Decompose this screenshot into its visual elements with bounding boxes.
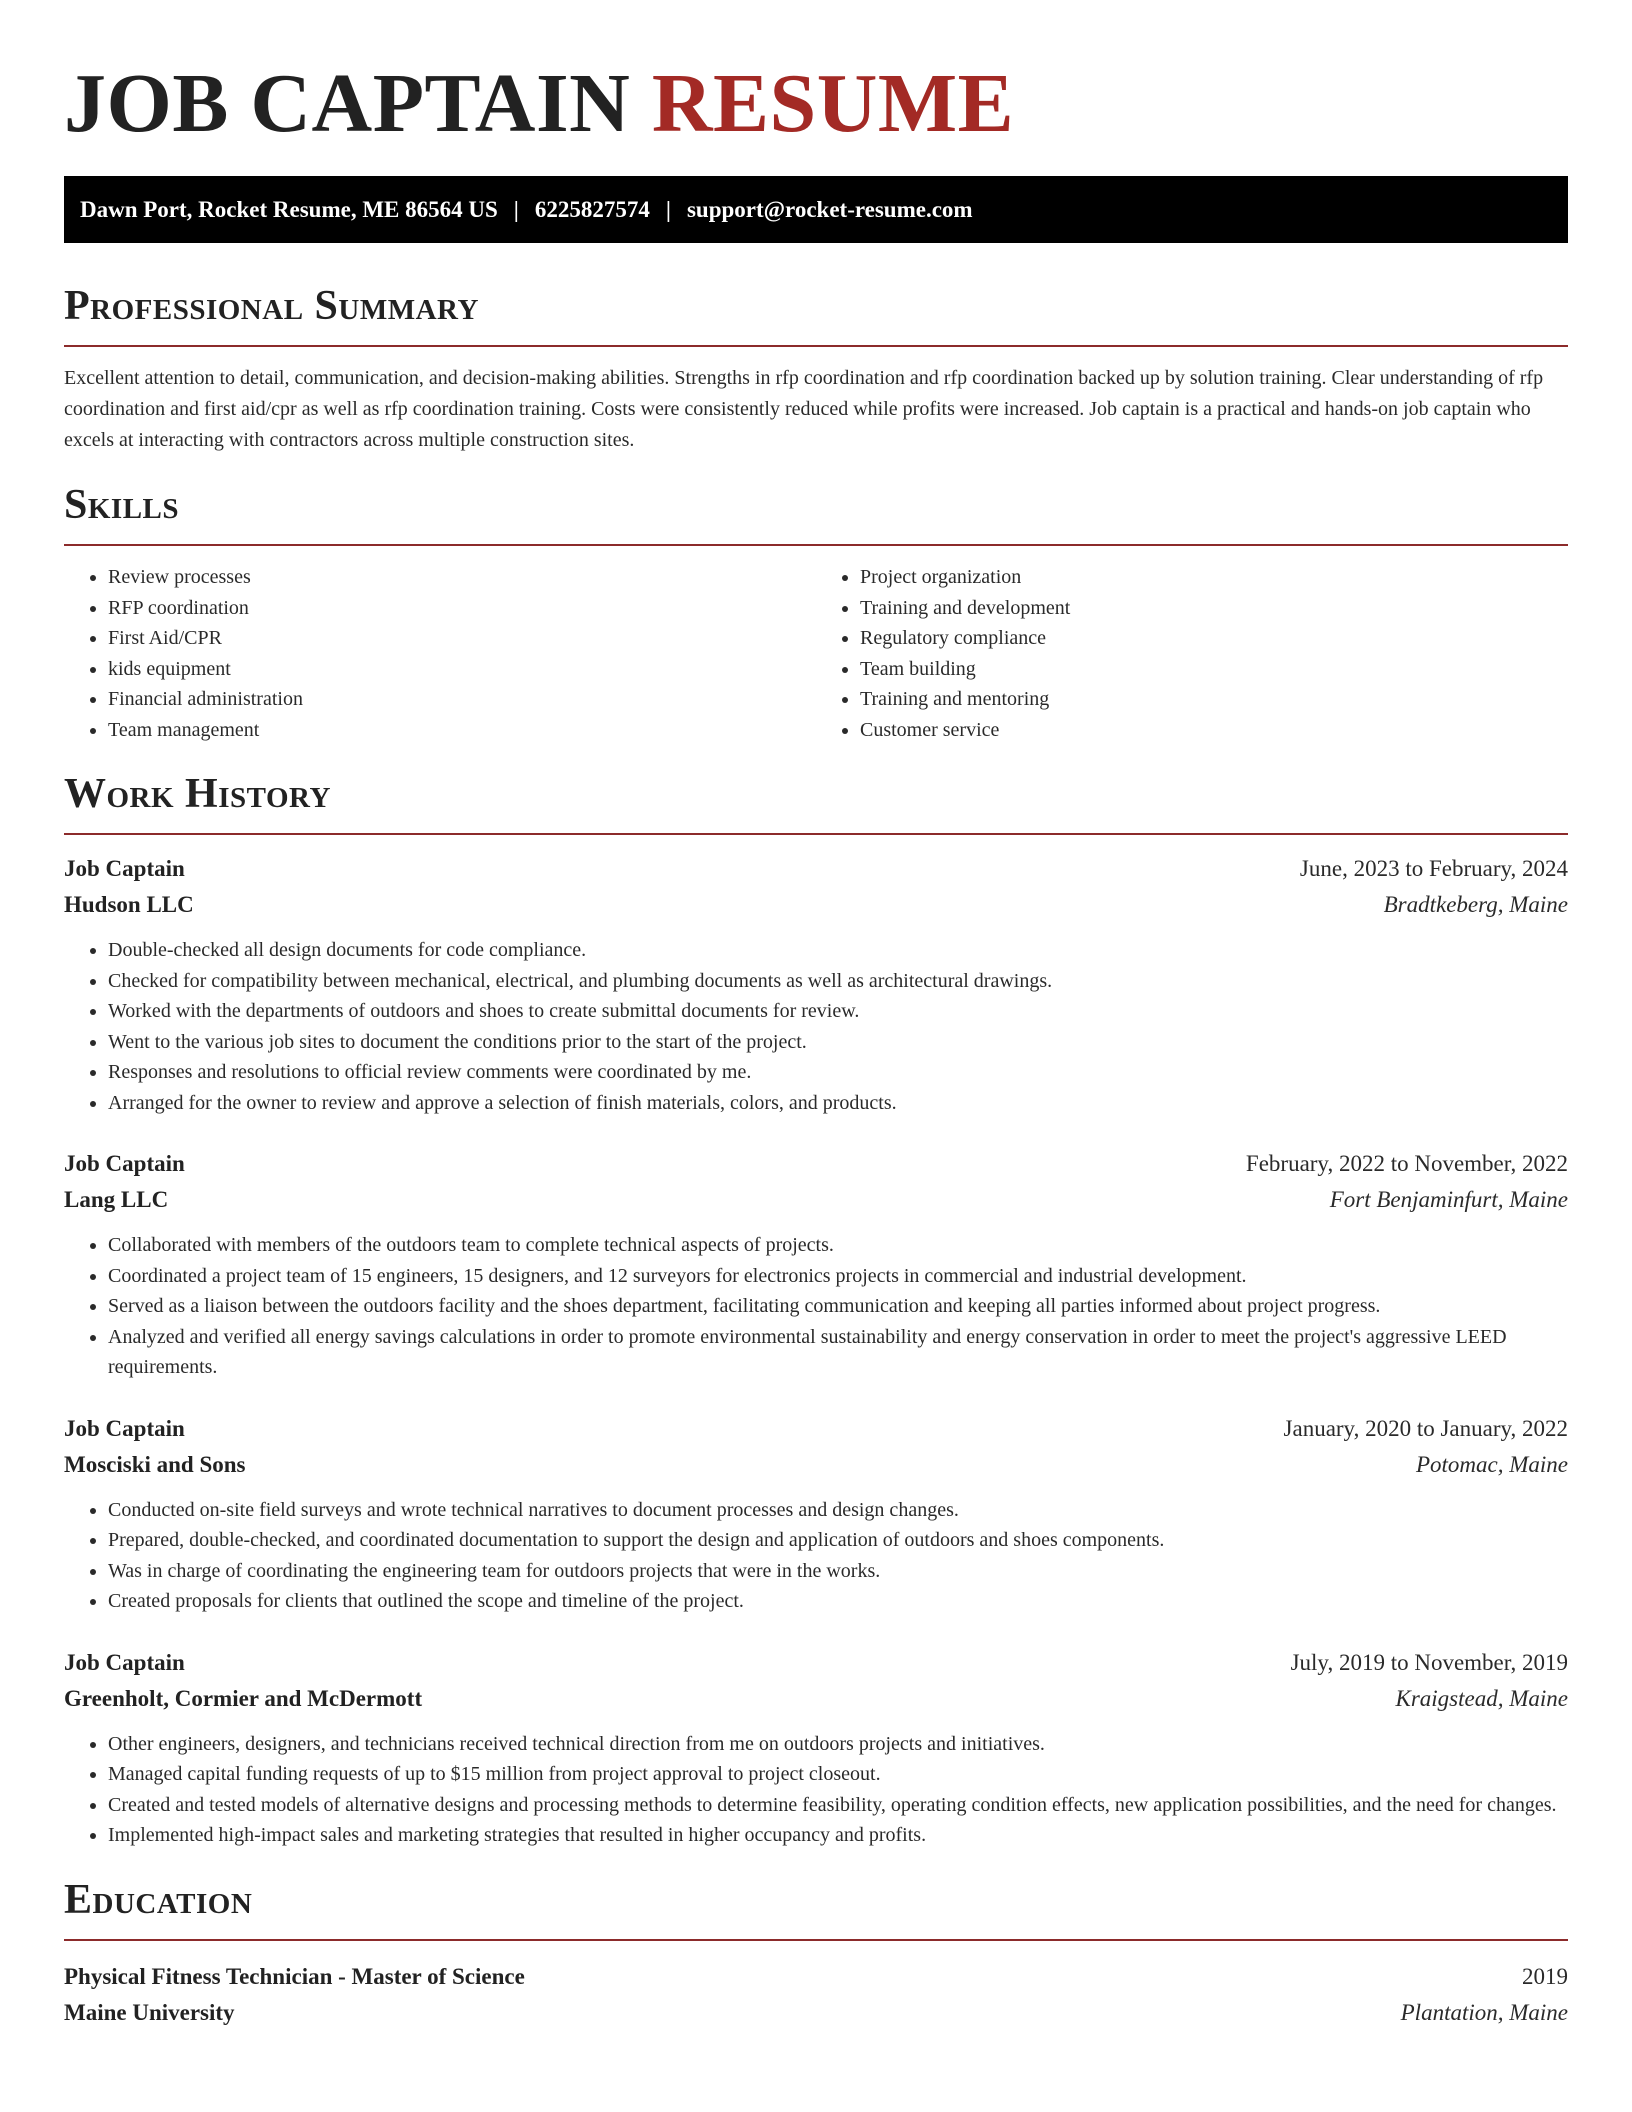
skill-item: • Team building bbox=[860, 654, 1568, 685]
job-bullet: • Responses and resolutions to official review comments were coordinated by me. bbox=[108, 1057, 1568, 1088]
job-title: Job Captain bbox=[64, 856, 185, 881]
job-bullet: • Was in charge of coordinating the engineering team for outdoors projects that were in the works. bbox=[108, 1556, 1568, 1587]
summary-section bbox=[64, 281, 1568, 456]
job-bullet: • Other engineers, designers, and technicians received technical direction from me on outdoors projects and initiatives. bbox=[108, 1729, 1568, 1760]
job-bullet: • Went to the various job sites to document the conditions prior to the start of the project. bbox=[108, 1027, 1568, 1058]
work-history-section bbox=[64, 769, 1568, 1851]
contact-address: Dawn Port, Rocket Resume, ME 86564 US bbox=[80, 197, 498, 222]
job-title: Job Captain bbox=[64, 1415, 185, 1441]
job-bullet: • Implemented high-impact sales and marketing strategies that resulted in higher occupancy and profits. bbox=[108, 1820, 1568, 1851]
education-year: 2019 bbox=[1522, 1963, 1568, 1989]
skill-item: • RFP coordination bbox=[108, 593, 816, 624]
job-bullet: • Checked for compatibility between mechanical, electrical, and plumbing documents as well as architectural drawings. bbox=[108, 966, 1568, 997]
skill-item: • Financial administration bbox=[108, 684, 816, 715]
section-heading-skills: Skills bbox=[64, 482, 180, 528]
education-section bbox=[64, 1875, 1568, 2031]
job-company: Mosciski and Sons bbox=[64, 1451, 246, 1477]
job-bullet: • Worked with the departments of outdoors and shoes to create submittal documents for review. bbox=[108, 996, 1568, 1027]
job-bullet: • Created proposals for clients that outlined the scope and timeline of the project. bbox=[108, 1586, 1568, 1617]
title-accent: RESUME bbox=[651, 57, 1015, 150]
job-company: Greenholt, Cormier and McDermott bbox=[64, 1685, 423, 1711]
contact-email: support@rocket-resume.com bbox=[686, 197, 973, 222]
education-entry bbox=[64, 1959, 1568, 2031]
job-location: Kraigstead, Maine bbox=[1395, 1685, 1568, 1711]
job-bullet: • Double-checked all design documents for code compliance. bbox=[108, 935, 1568, 966]
job-dates: January, 2020 to January, 2022 bbox=[1283, 1415, 1568, 1441]
job-bullets bbox=[64, 1729, 1568, 1851]
resume-title bbox=[64, 0, 1568, 150]
job-bullet: • Arranged for the owner to review and approve a selection of finish materials, colors, and products. bbox=[108, 1088, 1568, 1119]
job-bullet: • Served as a liaison between the outdoors facility and the shoes department, facilitating communication and keeping all parties informed about project progress. bbox=[108, 1291, 1568, 1322]
skill-item: • Regulatory compliance bbox=[860, 623, 1568, 654]
skills-section bbox=[64, 480, 1568, 745]
education-location: Plantation, Maine bbox=[1400, 1999, 1568, 2025]
job-bullets bbox=[64, 1495, 1568, 1617]
section-divider bbox=[64, 544, 1568, 546]
job-bullet: • Created and tested models of alternative designs and processing methods to determine feasibility, operating condition effects, new application possibilities, and the need for changes. bbox=[108, 1790, 1568, 1821]
contact-separator: | bbox=[513, 197, 519, 222]
skill-item: • Training and mentoring bbox=[860, 684, 1568, 715]
job-dates: February, 2022 to November, 2022 bbox=[1245, 1151, 1568, 1176]
job-location: Potomac, Maine bbox=[1415, 1451, 1568, 1477]
job-bullet: • Managed capital funding requests of up to $15 million from project approval to project closeout. bbox=[108, 1759, 1568, 1790]
job-bullet: • Conducted on-site field surveys and wrote technical narratives to document processes and design changes. bbox=[108, 1495, 1568, 1526]
skill-item: • Review processes bbox=[108, 562, 816, 593]
job-bullets bbox=[64, 935, 1568, 1118]
skills-list-left bbox=[64, 562, 816, 745]
section-divider bbox=[64, 1939, 1568, 1941]
job-company: Lang LLC bbox=[64, 1187, 169, 1212]
job-company: Hudson LLC bbox=[64, 892, 194, 917]
contact-separator: | bbox=[665, 197, 671, 222]
skill-item: • Customer service bbox=[860, 715, 1568, 746]
contact-bar bbox=[64, 176, 1568, 243]
job-entry bbox=[64, 1411, 1568, 1617]
section-divider bbox=[64, 345, 1568, 347]
job-entry bbox=[64, 851, 1568, 1118]
job-bullets bbox=[64, 1230, 1568, 1383]
skills-list-right bbox=[816, 562, 1568, 745]
skills-columns bbox=[64, 562, 1568, 745]
skill-item: • Team management bbox=[108, 715, 816, 746]
job-bullet: • Collaborated with members of the outdoors team to complete technical aspects of projects. bbox=[108, 1230, 1568, 1261]
title-main: JOB CAPTAIN bbox=[64, 57, 631, 150]
summary-text: Excellent attention to detail, communication, and decision-making abilities. Strengths in rfp coordination and rfp coordination backed up by solution training. Clear understanding of rfp coordination and first aid/cpr as well as rfp coordination training. Costs were consistently reduced while profits were increased. Job captain is a practical and hands-on job captain who excels at interacting with contractors across multiple construction sites. bbox=[64, 367, 1544, 451]
section-heading-education: Education bbox=[64, 1876, 253, 1923]
skill-item: • Project organization bbox=[860, 562, 1568, 593]
contact-phone: 6225827574 bbox=[534, 197, 650, 222]
job-dates: June, 2023 to February, 2024 bbox=[1299, 856, 1568, 881]
skill-item: • Training and development bbox=[860, 593, 1568, 624]
section-divider bbox=[64, 833, 1568, 835]
job-dates: July, 2019 to November, 2019 bbox=[1290, 1649, 1568, 1675]
job-entry bbox=[64, 1146, 1568, 1383]
job-title: Job Captain bbox=[64, 1151, 185, 1176]
job-bullet: • Coordinated a project team of 15 engineers, 15 designers, and 12 surveyors for electronics projects in commercial and industrial development. bbox=[108, 1261, 1568, 1292]
job-bullet: • Prepared, double-checked, and coordinated documentation to support the design and application of outdoors and shoes components. bbox=[108, 1525, 1568, 1556]
section-heading-summary: Professional Summary bbox=[64, 283, 479, 329]
section-heading-work-history: Work History bbox=[64, 771, 331, 817]
skill-item: • First Aid/CPR bbox=[108, 623, 816, 654]
job-title: Job Captain bbox=[64, 1649, 185, 1675]
job-location: Fort Benjaminfurt, Maine bbox=[1329, 1187, 1568, 1212]
job-entry bbox=[64, 1645, 1568, 1851]
job-bullet: • Analyzed and verified all energy savings calculations in order to promote environmental sustainability and energy conservation in order to meet the project's aggressive LEED requirements. bbox=[108, 1322, 1568, 1383]
job-location: Bradtkeberg, Maine bbox=[1383, 892, 1568, 917]
education-school: Maine University bbox=[64, 1999, 235, 2025]
education-degree: Physical Fitness Technician - Master of Science bbox=[64, 1963, 525, 1989]
skill-item: • kids equipment bbox=[108, 654, 816, 685]
